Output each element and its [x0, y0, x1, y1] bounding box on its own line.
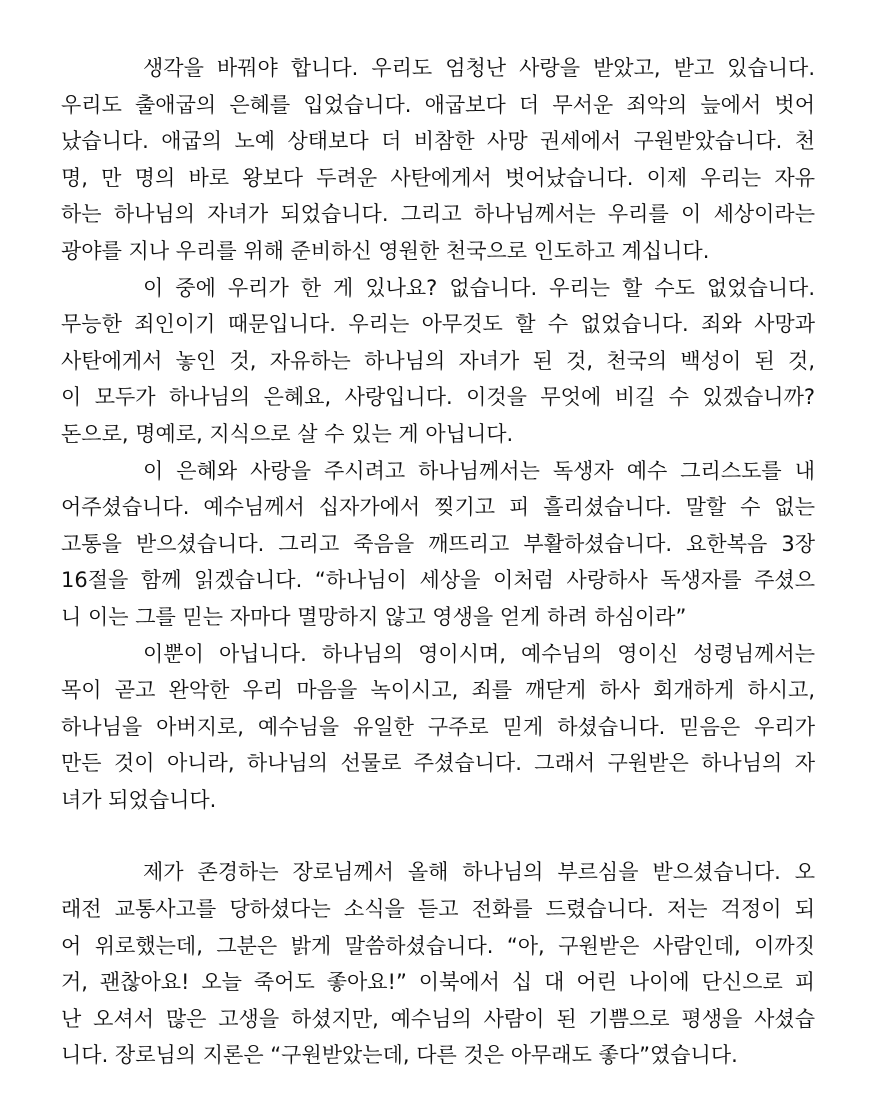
paragraph-1: [61, 50, 815, 270]
paragraph-3: [61, 453, 815, 636]
text-line: 니다. 장로님의 지론은 “구원받았는데, 다른 것은 아무래도 좋다”였습니다.: [61, 1043, 738, 1068]
text-line: 무능한 죄인이기 때문입니다. 우리는 아무것도 할 수 없었습니다. 죄와 사망과: [61, 312, 815, 337]
text-line: 녀가 되었습니다.: [61, 787, 217, 812]
text-line: 사탄에게서 놓인 것, 자유하는 하나님의 자녀가 된 것, 천국의 백성이 된 것,: [61, 348, 815, 373]
text-line: 만든 것이 아니라, 하나님의 선물로 주셨습니다. 그래서 구원받은 하나님의 자: [61, 751, 815, 776]
text-line: 고통을 받으셨습니다. 그리고 죽음을 깨뜨리고 부활하셨습니다. 요한복음 3장: [61, 531, 815, 556]
text-line: 하나님을 아버지로, 예수님을 유일한 구주로 믿게 하셨습니다. 믿음은 우리가: [61, 714, 815, 739]
text-line: 어주셨습니다. 예수님께서 십자가에서 찢기고 피 흘리셨습니다. 말할 수 없는: [61, 495, 815, 520]
text-line: 이 모두가 하나님의 은혜요, 사랑입니다. 이것을 무엇에 비길 수 있겠습니까?: [61, 385, 815, 410]
text-line: 어 위로했는데, 그분은 밝게 말씀하셨습니다. “아, 구원받은 사람인데, 이까짓: [61, 933, 815, 958]
text-line: 목이 곧고 완악한 우리 마음을 녹이시고, 죄를 깨닫게 하사 회개하게 하시고,: [61, 678, 815, 703]
text-line: 니 이는 그를 믿는 자마다 멸망하지 않고 영생을 얻게 하려 하심이라”: [61, 604, 687, 629]
text-line: 났습니다. 애굽의 노예 상태보다 더 비참한 사망 권세에서 구원받았습니다. 천: [61, 129, 815, 154]
text-line: 16절을 함께 읽겠습니다. “하나님이 세상을 이처럼 사랑하사 독생자를 주셨으: [61, 568, 815, 593]
text-line: 래전 교통사고를 당하셨다는 소식을 듣고 전화를 드렸습니다. 저는 걱정이 되: [61, 897, 815, 922]
text-line: 생각을 바꿔야 합니다. 우리도 엄청난 사랑을 받았고, 받고 있습니다.: [143, 56, 815, 80]
paragraph-4: [61, 636, 815, 819]
text-line: 거, 괜찮아요! 오늘 죽어도 좋아요!” 이북에서 십 대 어린 나이에 단신으로 피: [61, 970, 815, 995]
text-line: 돈으로, 명예로, 지식으로 살 수 있는 게 아닙니다.: [61, 421, 514, 446]
paragraph-spacer: [61, 818, 815, 854]
text-line: 이뿐이 아닙니다. 하나님의 영이시며, 예수님의 영이신 성령님께서는: [143, 641, 815, 666]
text-line: 광야를 지나 우리를 위해 준비하신 영원한 천국으로 인도하고 계십니다.: [61, 238, 710, 263]
text-line: 제가 존경하는 장로님께서 올해 하나님의 부르심을 받으셨습니다. 오: [143, 860, 815, 885]
text-line: 이 중에 우리가 한 게 있나요? 없습니다. 우리는 할 수도 없었습니다.: [143, 275, 815, 300]
text-line: 난 오셔서 많은 고생을 하셨지만, 예수님의 사람이 된 기쁨으로 평생을 사셨습: [61, 1006, 815, 1031]
paragraph-5: [61, 854, 815, 1074]
text-line: 하는 하나님의 자녀가 되었습니다. 그리고 하나님께서는 우리를 이 세상이라는: [61, 202, 815, 227]
paragraph-2: [61, 270, 815, 453]
text-line: 우리도 출애굽의 은혜를 입었습니다. 애굽보다 더 무서운 죄악의 늪에서 벗어: [61, 92, 815, 117]
text-line: 명, 만 명의 바로 왕보다 두려운 사탄에게서 벗어났습니다. 이제 우리는 자유: [61, 165, 815, 190]
text-line: 이 은혜와 사랑을 주시려고 하나님께서는 독생자 예수 그리스도를 내: [143, 458, 815, 483]
